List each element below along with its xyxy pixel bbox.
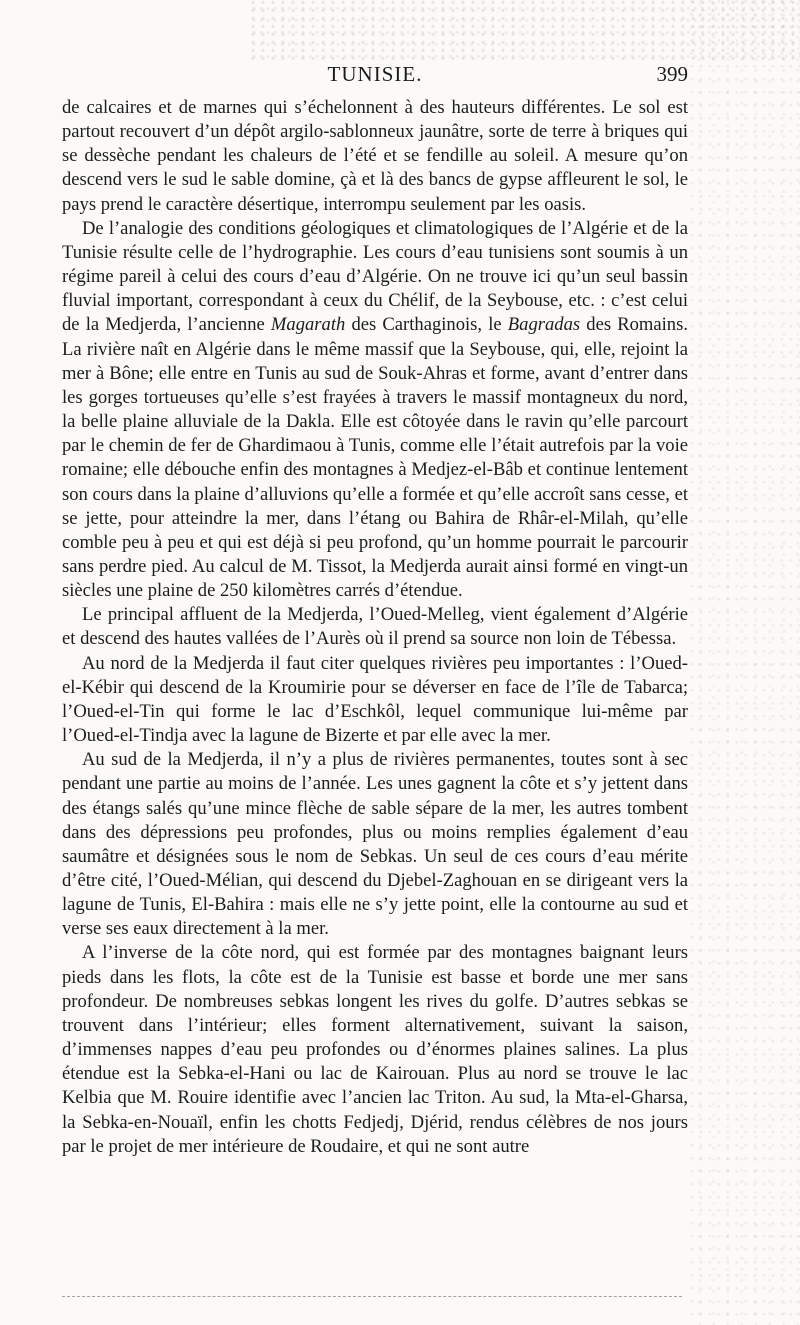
paragraph-3: Le principal affluent de la Medjerda, l’Oued-Melleg, vient également d’Algérie et descend des hautes vallées de l’Aurès où il prend sa source non loin de Tébessa.	[62, 604, 688, 650]
running-title: TUNISIE.	[327, 62, 423, 86]
paragraph-4: Au nord de la Medjerda il faut citer quelques rivières peu importantes : l’Oued-el-Kébir qui descend de la Kroumirie pour se déverser en face de l’île de Tabarca; l’Oued-el-Tin qui forme le lac d’Eschkôl, lequel communique lui-même par l’Oued-el-Tindja avec la lagune de Bizerte et par elle avec la mer.	[62, 652, 688, 747]
page-number: 399	[656, 62, 688, 86]
page-header	[62, 62, 688, 92]
paragraph-1: de calcaires et de marnes qui s’échelonnent à des hauteurs différentes. Le sol est partout recouvert d’un dépôt argilo-sablonneux jaunâtre, sorte de terre à briques qui se dessèche pendant les chaleurs de l’été et se fendille au soleil. A mesure qu’on descend vers le sud le sable domine, çà et là des bancs de gypse affleurent le sol, le pays prend le caractère désertique, interrompu seulement par les oasis.	[62, 97, 688, 215]
paragraph-5: Au sud de la Medjerda, il n’y a plus de rivières permanentes, toutes sont à sec pendant une partie au moins de l’année. Les unes gagnent la côte et s’y jettent dans des étangs salés qu’une mince flèche de sable sépare de la mer, les autres tombent dans des dépressions peu profondes, plus ou moins remplies également d’eau saumâtre et désignées sous le nom de Sebkas. Un seul de ces cours d’eau mérite d’être cité, l’Oued-Mélian, qui descend du Djebel-Zaghouan en se dirigeant vers la lagune de Tunis, El-Bahira : mais elle ne s’y jette point, elle la contourne au sud et verse ses eaux directement à la mer.	[62, 749, 688, 940]
paragraph-2-text-a: De l’analogie des conditions géologiques et climatologiques de l’Algérie et de la Tunisie résulte celle de l’hydrographie. Les cours d’eau tunisiens sont soumis à un régime pareil à celui des cours d’eau d’Algérie. On ne trouve ici qu’un seul bassin fluvial important, correspondant à ceux du Chélif, de la Seybouse, etc. : c’est celui de la Medjerda, l’ancienne	[62, 217, 688, 336]
paragraph-2-text-c: des Romains. La rivière naît en Algérie dans le même massif que la Seybouse, qui, elle, rejoint la mer à Bône; elle entre en Tunis au sud de Souk-Ahras et forme, avant d’entrer dans les gorges tortueuses qu’elle s’est frayées à travers le massif montagneux du nord, la belle plaine alluviale de la Dakla. Elle est côtoyée dans le ravin qu’elle parcourt par le chemin de fer de Ghardimaou à Tunis, comme elle l’était autrefois par la voie romaine; elle débouche enfin des montagnes à Medjez-el-Bâb et continue lentement son cours dans la plaine d’alluvions qu’elle a formée et qu’elle accroît sans cesse, et se jette, pour atteindre la mer, dans l’étang ou Bahira de Rhâr-el-Milah, qu’elle comble peu à peu et qui est déjà si peu profond, qu’un homme pourrait le parcourir sans perdre pied. Au calcul de M. Tissot, la Medjerda aurait ainsi formé en vingt-un siècles une plaine de 250 kilomètres carrés d’étendue.	[62, 314, 688, 602]
bagradas-italic: Bagradas	[507, 314, 581, 336]
scan-noise-right-margin	[690, 0, 800, 1325]
paragraph-6: A l’inverse de la côte nord, qui est formée par des montagnes baignant leurs pieds dans les flots, la côte est de la Tunisie est basse et borde une mer sans profondeur. De nombreuses sebkas longent les rives du golfe. D’autres sebkas se trouvent dans l’intérieur; elles forment alternativement, suivant la saison, d’immenses nappes d’eau peu profondes ou d’énormes plaines salines. La plus étendue est la Sebka-el-Hani ou lac de Kairouan. Plus au nord se trouve le lac Kelbia que M. Rouire identifie avec l’ancien lac Triton. Au sud, la Mta-el-Gharsa, la Sebka-en-Nouaïl, enfin les chotts Fedjedj, Djérid, rendus célèbres de nos jours par le projet de mer intérieure de Roudaire, et qui ne sont autre	[62, 942, 688, 1157]
magarath-italic: Magarath	[270, 314, 346, 336]
paragraph-2-text-b: des Carthaginois, le	[345, 314, 508, 336]
bottom-scan-artifact	[62, 1296, 682, 1297]
paragraph-2	[62, 217, 688, 604]
body-text	[62, 96, 688, 1159]
